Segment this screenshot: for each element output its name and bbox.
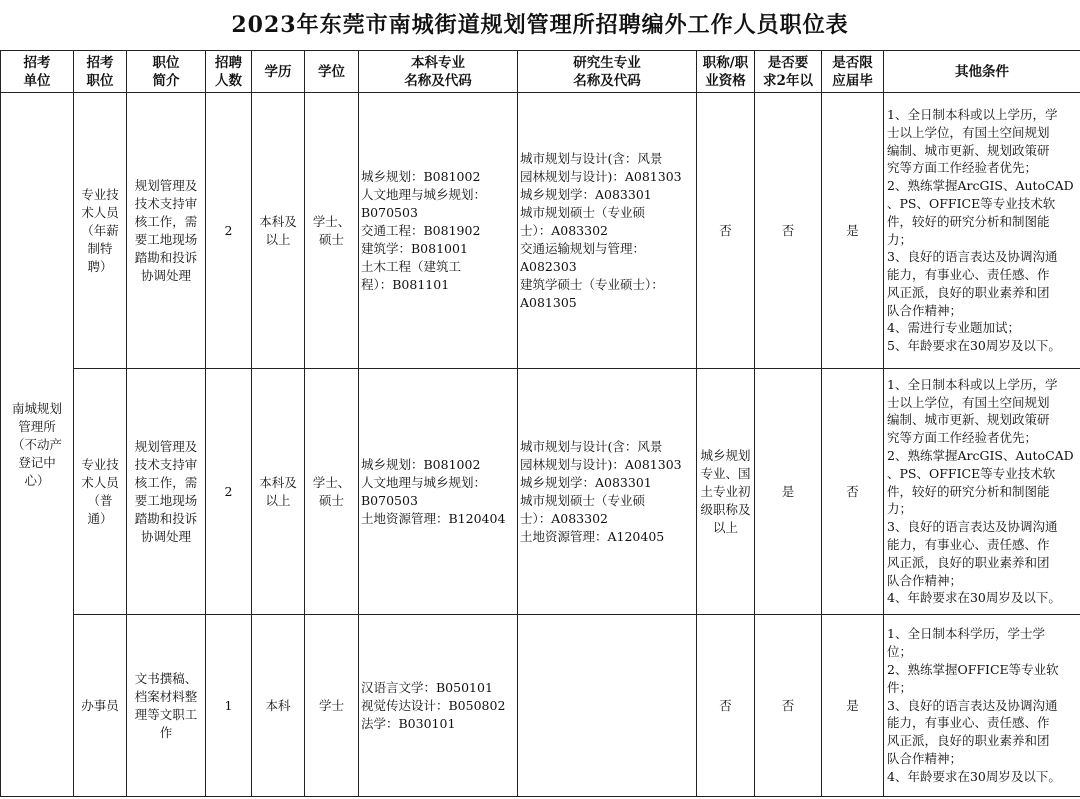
header-experience: 是否要 求2年以: [755, 51, 822, 93]
position-intro: 文书撰稿、 档案材料整 理等文职工 作: [127, 615, 206, 797]
header-conditions: 其他条件: [884, 51, 1080, 93]
title-qualification: 城乡规划 专业、国 土专业初 级职称及 以上: [697, 369, 755, 615]
undergrad-majors: 汉语言文学：B050101 视觉传达设计：B050802 法学：B030101: [359, 615, 518, 797]
header-education: 学历: [252, 51, 305, 93]
header-title-qual: 职称/职 业资格: [697, 51, 755, 93]
other-conditions: 1、全日制本科或以上学历，学 士以上学位，有国土空间规划 编制、城市更新、规划政策研 究等方面工作经验者优先； 2、熟练掌握ArcGIS、AutoCAD 、PS、OFFICE等专业技术软 件，较好的研究分析和制图能 力； 3、良好的语言表达及协调沟通 能力，有事业心、责任感、作 风正派，良好的职业素养和团 队合作精神； 4、年龄要求在30周岁及以下。: [884, 369, 1080, 615]
page-title: 2023年东莞市南城街道规划管理所招聘编外工作人员职位表: [231, 12, 849, 38]
experience-required: 否: [755, 615, 822, 797]
header-fresh-grad: 是否限 应届毕: [822, 51, 884, 93]
other-conditions: 1、全日制本科或以上学历，学 士以上学位，有国土空间规划 编制、城市更新、规划政策研 究等方面工作经验者优先； 2、熟练掌握ArcGIS、AutoCAD 、PS、OFFICE等专业技术软 件，较好的研究分析和制图能 力； 3、良好的语言表达及协调沟通 能力，有事业心、责任感、作 风正派，良好的职业素养和团 队合作精神； 4、需进行专业题加试； 5、年龄要求在30周岁及以下。: [884, 93, 1080, 369]
degree: 学士、 硕士: [305, 369, 359, 615]
positions-table: [0, 50, 1080, 797]
experience-required: 否: [755, 93, 822, 369]
fresh-graduate-only: 是: [822, 615, 884, 797]
header-unit: 招考 单位: [1, 51, 74, 93]
headcount: 2: [206, 93, 252, 369]
position-intro: 规划管理及 技术支持审 核工作，需 要工地现场 踏勘和投诉 协调处理: [127, 369, 206, 615]
position-intro: 规划管理及 技术支持审 核工作，需 要工地现场 踏勘和投诉 协调处理: [127, 93, 206, 369]
graduate-majors: 城市规划与设计(含：风景 园林规划与设计)：A081303 城乡规划学：A083301 城市规划硕士（专业硕 士）：A083302 土地资源管理：A120405: [518, 369, 697, 615]
position-name: 专业技 术人员 （普 通）: [74, 369, 127, 615]
table-row: [1, 93, 1080, 369]
header-intro: 职位 简介: [127, 51, 206, 93]
table-header-row: [1, 51, 1080, 93]
header-degree: 学位: [305, 51, 359, 93]
position-name: 办事员: [74, 615, 127, 797]
fresh-graduate-only: 是: [822, 93, 884, 369]
undergrad-majors: 城乡规划：B081002 人文地理与城乡规划： B070503 土地资源管理：B120404: [359, 369, 518, 615]
headcount: 2: [206, 369, 252, 615]
degree: 学士: [305, 615, 359, 797]
graduate-majors: 城市规划与设计(含：风景 园林规划与设计)：A081303 城乡规划学：A083301 城市规划硕士（专业硕 士）：A083302 交通运输规划与管理： A082303 建筑学硕士（专业硕士）： A081305: [518, 93, 697, 369]
education: 本科: [252, 615, 305, 797]
header-count: 招聘 人数: [206, 51, 252, 93]
headcount: 1: [206, 615, 252, 797]
header-graduate: 研究生专业 名称及代码: [518, 51, 697, 93]
graduate-majors: [518, 615, 697, 797]
experience-required: 是: [755, 369, 822, 615]
position-name: 专业技 术人员 （年薪 制特 聘）: [74, 93, 127, 369]
fresh-graduate-only: 否: [822, 369, 884, 615]
header-position: 招考 职位: [74, 51, 127, 93]
header-undergrad: 本科专业 名称及代码: [359, 51, 518, 93]
table-row: [1, 615, 1080, 797]
title-qualification: 否: [697, 615, 755, 797]
undergrad-majors: 城乡规划：B081002 人文地理与城乡规划： B070503 交通工程：B081902 建筑学：B081001 土木工程（建筑工 程）：B081101: [359, 93, 518, 369]
recruiting-unit: 南城规划 管理所 （不动产 登记中 心）: [1, 93, 74, 797]
table-row: [1, 369, 1080, 615]
other-conditions: 1、全日制本科学历，学士学 位； 2、熟练掌握OFFICE等专业软 件； 3、良好的语言表达及协调沟通 能力，有事业心、责任感、作 风正派，良好的职业素养和团 队合作精神； 4、年龄要求在30周岁及以下。: [884, 615, 1080, 797]
education: 本科及 以上: [252, 369, 305, 615]
title-qualification: 否: [697, 93, 755, 369]
degree: 学士、 硕士: [305, 93, 359, 369]
education: 本科及 以上: [252, 93, 305, 369]
